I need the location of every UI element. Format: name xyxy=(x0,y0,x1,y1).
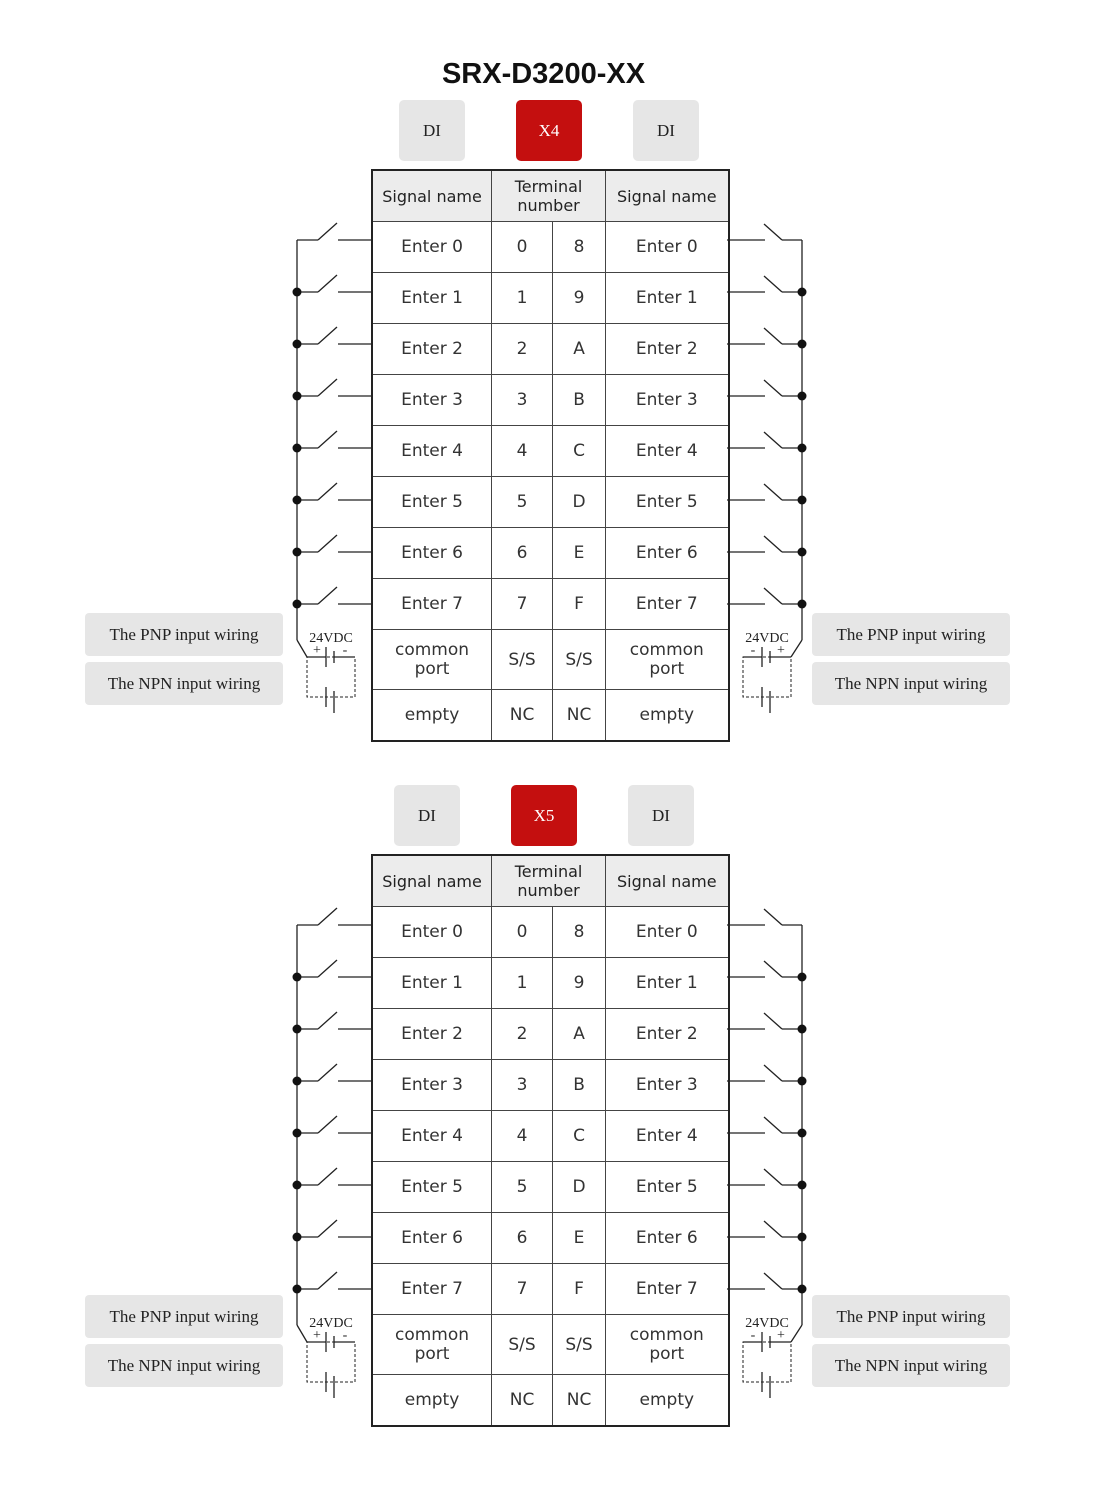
left-switch-blade xyxy=(318,1168,337,1185)
terminal-number-right: B xyxy=(553,1060,606,1111)
signal-name-right: Enter 1 xyxy=(606,958,729,1009)
terminal-number-right: A xyxy=(553,1009,606,1060)
common-port-left: common port xyxy=(372,1315,492,1375)
left-junction-dot xyxy=(293,288,302,297)
page-title: SRX-D3200-XX xyxy=(441,58,646,90)
signal-name-right: Enter 5 xyxy=(606,1162,729,1213)
empty-right: empty xyxy=(606,1375,729,1427)
common-port-right: common port xyxy=(606,630,729,690)
terminal-number-left: 6 xyxy=(492,1213,553,1264)
header-signal-name-right: Signal name xyxy=(606,170,729,222)
right-junction-dot xyxy=(798,392,807,401)
signal-name-left: Enter 6 xyxy=(372,528,492,579)
left-junction-dot xyxy=(293,1129,302,1138)
signal-name-left: Enter 6 xyxy=(372,1213,492,1264)
signal-name-right: Enter 1 xyxy=(606,273,729,324)
wiring-diagram xyxy=(0,685,1107,1345)
left-junction-dot xyxy=(293,1077,302,1086)
signal-name-right: Enter 3 xyxy=(606,1060,729,1111)
terminal-number-right: 8 xyxy=(553,222,606,273)
terminal-number-right: C xyxy=(553,426,606,477)
empty-left: empty xyxy=(372,1375,492,1427)
right-junction-dot xyxy=(798,1129,807,1138)
left-switch-blade xyxy=(318,1064,337,1081)
left-switch-blade xyxy=(318,535,337,552)
ss-terminal-right: S/S xyxy=(553,1315,606,1375)
left-switch-blade xyxy=(318,908,337,925)
right-switch-blade xyxy=(764,432,782,448)
terminal-number-left: 0 xyxy=(492,222,553,273)
ss-terminal-left: S/S xyxy=(492,630,553,690)
right-junction-dot xyxy=(798,1181,807,1190)
signal-name-right: Enter 2 xyxy=(606,324,729,375)
terminal-number-left: 3 xyxy=(492,375,553,426)
di-tag-right: DI xyxy=(633,100,699,161)
left-switch-blade xyxy=(318,1272,337,1289)
left-switch-blade xyxy=(318,587,337,604)
ss-terminal-right: S/S xyxy=(553,630,606,690)
signal-name-left: Enter 1 xyxy=(372,958,492,1009)
ss-terminal-left: S/S xyxy=(492,1315,553,1375)
left-switch-blade xyxy=(318,327,337,344)
terminal-number-right: A xyxy=(553,324,606,375)
header-signal-name-left: Signal name xyxy=(372,170,492,222)
terminal-number-left: 1 xyxy=(492,273,553,324)
left-switch-blade xyxy=(318,223,337,240)
right-junction-dot xyxy=(798,496,807,505)
right-switch-blade xyxy=(764,484,782,500)
left-junction-dot xyxy=(293,496,302,505)
right-junction-dot xyxy=(798,548,807,557)
right-junction-dot xyxy=(798,1233,807,1242)
npn-dashed-loop-left xyxy=(307,1342,355,1382)
signal-name-left: Enter 5 xyxy=(372,1162,492,1213)
signal-name-left: Enter 2 xyxy=(372,1009,492,1060)
battery-plus-left: + xyxy=(313,643,321,658)
signal-name-left: Enter 1 xyxy=(372,273,492,324)
terminal-number-right: D xyxy=(553,477,606,528)
signal-name-left: Enter 5 xyxy=(372,477,492,528)
left-junction-dot xyxy=(293,1181,302,1190)
signal-name-right: Enter 5 xyxy=(606,477,729,528)
right-junction-dot xyxy=(798,288,807,297)
right-junction-dot xyxy=(798,340,807,349)
right-switch-blade xyxy=(764,276,782,292)
pnp-wiring-label-left: The PNP input wiring xyxy=(85,1295,283,1338)
right-switch-blade xyxy=(764,588,782,604)
nc-terminal-right: NC xyxy=(553,1375,606,1427)
supply-voltage-label-right: 24VDC xyxy=(745,631,789,646)
right-supply-wire xyxy=(791,640,802,657)
di-tag-left: DI xyxy=(399,100,465,161)
left-switch-blade xyxy=(318,960,337,977)
left-switch-blade xyxy=(318,1220,337,1237)
signal-name-right: Enter 4 xyxy=(606,1111,729,1162)
right-junction-dot xyxy=(798,1285,807,1294)
right-switch-blade xyxy=(764,536,782,552)
terminal-number-left: 4 xyxy=(492,426,553,477)
right-junction-dot xyxy=(798,1025,807,1034)
left-junction-dot xyxy=(293,392,302,401)
right-junction-dot xyxy=(798,1077,807,1086)
right-switch-blade xyxy=(764,1065,782,1081)
terminal-number-right: B xyxy=(553,375,606,426)
terminal-number-right: F xyxy=(553,1264,606,1315)
terminal-number-left: 4 xyxy=(492,1111,553,1162)
connector-tag: X5 xyxy=(511,785,577,846)
left-switch-blade xyxy=(318,275,337,292)
nc-terminal-left: NC xyxy=(492,1375,553,1427)
di-tag-left: DI xyxy=(394,785,460,846)
pnp-wiring-label-left: The PNP input wiring xyxy=(85,613,283,656)
left-switch-blade xyxy=(318,431,337,448)
left-switch-blade xyxy=(318,379,337,396)
nc-terminal-right: NC xyxy=(553,690,606,742)
signal-name-right: Enter 3 xyxy=(606,375,729,426)
right-switch-blade xyxy=(764,909,782,925)
terminal-number-left: 6 xyxy=(492,528,553,579)
npn-wiring-label-left: The NPN input wiring xyxy=(85,662,283,705)
terminal-number-right: 9 xyxy=(553,273,606,324)
terminal-number-left: 2 xyxy=(492,324,553,375)
battery-minus-left: - xyxy=(342,643,348,658)
terminal-number-left: 2 xyxy=(492,1009,553,1060)
right-switch-blade xyxy=(764,1117,782,1133)
terminal-number-left: 5 xyxy=(492,477,553,528)
right-switch-blade xyxy=(764,328,782,344)
terminal-number-left: 7 xyxy=(492,1264,553,1315)
right-switch-blade xyxy=(764,1013,782,1029)
header-signal-name-left: Signal name xyxy=(372,855,492,907)
signal-name-left: Enter 0 xyxy=(372,907,492,958)
empty-right: empty xyxy=(606,690,729,742)
header-signal-name-right: Signal name xyxy=(606,855,729,907)
terminal-number-right: E xyxy=(553,528,606,579)
battery-plus-left: + xyxy=(313,1328,321,1343)
terminal-number-right: 9 xyxy=(553,958,606,1009)
signal-name-left: Enter 4 xyxy=(372,426,492,477)
terminal-number-left: 1 xyxy=(492,958,553,1009)
battery-plus-right: - xyxy=(750,1328,756,1343)
right-switch-blade xyxy=(764,1273,782,1289)
signal-name-left: Enter 3 xyxy=(372,1060,492,1111)
common-port-left: common port xyxy=(372,630,492,690)
signal-name-right: Enter 0 xyxy=(606,222,729,273)
left-junction-dot xyxy=(293,1025,302,1034)
right-switch-blade xyxy=(764,380,782,396)
signal-name-right: Enter 6 xyxy=(606,528,729,579)
signal-name-right: Enter 7 xyxy=(606,579,729,630)
empty-row xyxy=(372,1375,729,1427)
right-switch-blade xyxy=(764,1221,782,1237)
npn-wiring-label-right: The NPN input wiring xyxy=(812,1344,1010,1387)
wiring-diagram xyxy=(0,0,1107,660)
battery-minus-left: - xyxy=(342,1328,348,1343)
nc-terminal-left: NC xyxy=(492,690,553,742)
left-supply-wire xyxy=(297,640,307,657)
supply-voltage-label-left: 24VDC xyxy=(309,631,353,646)
right-switch-blade xyxy=(764,1169,782,1185)
npn-wiring-label-left: The NPN input wiring xyxy=(85,1344,283,1387)
terminal-number-right: F xyxy=(553,579,606,630)
left-supply-wire xyxy=(297,1325,307,1342)
npn-dashed-loop-right xyxy=(743,1342,791,1382)
pnp-wiring-label-right: The PNP input wiring xyxy=(812,613,1010,656)
signal-name-right: Enter 7 xyxy=(606,1264,729,1315)
left-junction-dot xyxy=(293,973,302,982)
right-junction-dot xyxy=(798,444,807,453)
battery-plus-right: - xyxy=(750,643,756,658)
left-switch-blade xyxy=(318,483,337,500)
battery-minus-right: + xyxy=(777,643,785,658)
left-junction-dot xyxy=(293,548,302,557)
signal-name-left: Enter 0 xyxy=(372,222,492,273)
terminal-number-right: C xyxy=(553,1111,606,1162)
left-junction-dot xyxy=(293,1233,302,1242)
signal-name-right: Enter 6 xyxy=(606,1213,729,1264)
right-junction-dot xyxy=(798,600,807,609)
signal-name-right: Enter 4 xyxy=(606,426,729,477)
terminal-number-left: 0 xyxy=(492,907,553,958)
connector-panel-x5 xyxy=(0,685,1107,1410)
terminal-number-left: 5 xyxy=(492,1162,553,1213)
signal-name-left: Enter 2 xyxy=(372,324,492,375)
signal-name-left: Enter 7 xyxy=(372,1264,492,1315)
common-port-right: common port xyxy=(606,1315,729,1375)
signal-name-right: Enter 2 xyxy=(606,1009,729,1060)
left-junction-dot xyxy=(293,1285,302,1294)
terminal-number-right: D xyxy=(553,1162,606,1213)
terminal-number-left: 3 xyxy=(492,1060,553,1111)
supply-voltage-label-right: 24VDC xyxy=(745,1316,789,1331)
header-terminal-number: Terminal number xyxy=(492,855,606,907)
di-tag-right: DI xyxy=(628,785,694,846)
terminal-number-right: 8 xyxy=(553,907,606,958)
signal-name-left: Enter 3 xyxy=(372,375,492,426)
connector-panel-x4 xyxy=(0,0,1107,725)
signal-name-right: Enter 0 xyxy=(606,907,729,958)
right-switch-blade xyxy=(764,961,782,977)
signal-name-left: Enter 7 xyxy=(372,579,492,630)
left-junction-dot xyxy=(293,600,302,609)
npn-wiring-label-right: The NPN input wiring xyxy=(812,662,1010,705)
battery-minus-right: + xyxy=(777,1328,785,1343)
terminal-number-right: E xyxy=(553,1213,606,1264)
right-switch-blade xyxy=(764,224,782,240)
left-switch-blade xyxy=(318,1012,337,1029)
terminal-number-left: 7 xyxy=(492,579,553,630)
right-junction-dot xyxy=(798,973,807,982)
signal-name-left: Enter 4 xyxy=(372,1111,492,1162)
empty-left: empty xyxy=(372,690,492,742)
left-switch-blade xyxy=(318,1116,337,1133)
left-junction-dot xyxy=(293,444,302,453)
right-supply-wire xyxy=(791,1325,802,1342)
header-terminal-number: Terminal number xyxy=(492,170,606,222)
connector-tag: X4 xyxy=(516,100,582,161)
supply-voltage-label-left: 24VDC xyxy=(309,1316,353,1331)
pnp-wiring-label-right: The PNP input wiring xyxy=(812,1295,1010,1338)
left-junction-dot xyxy=(293,340,302,349)
